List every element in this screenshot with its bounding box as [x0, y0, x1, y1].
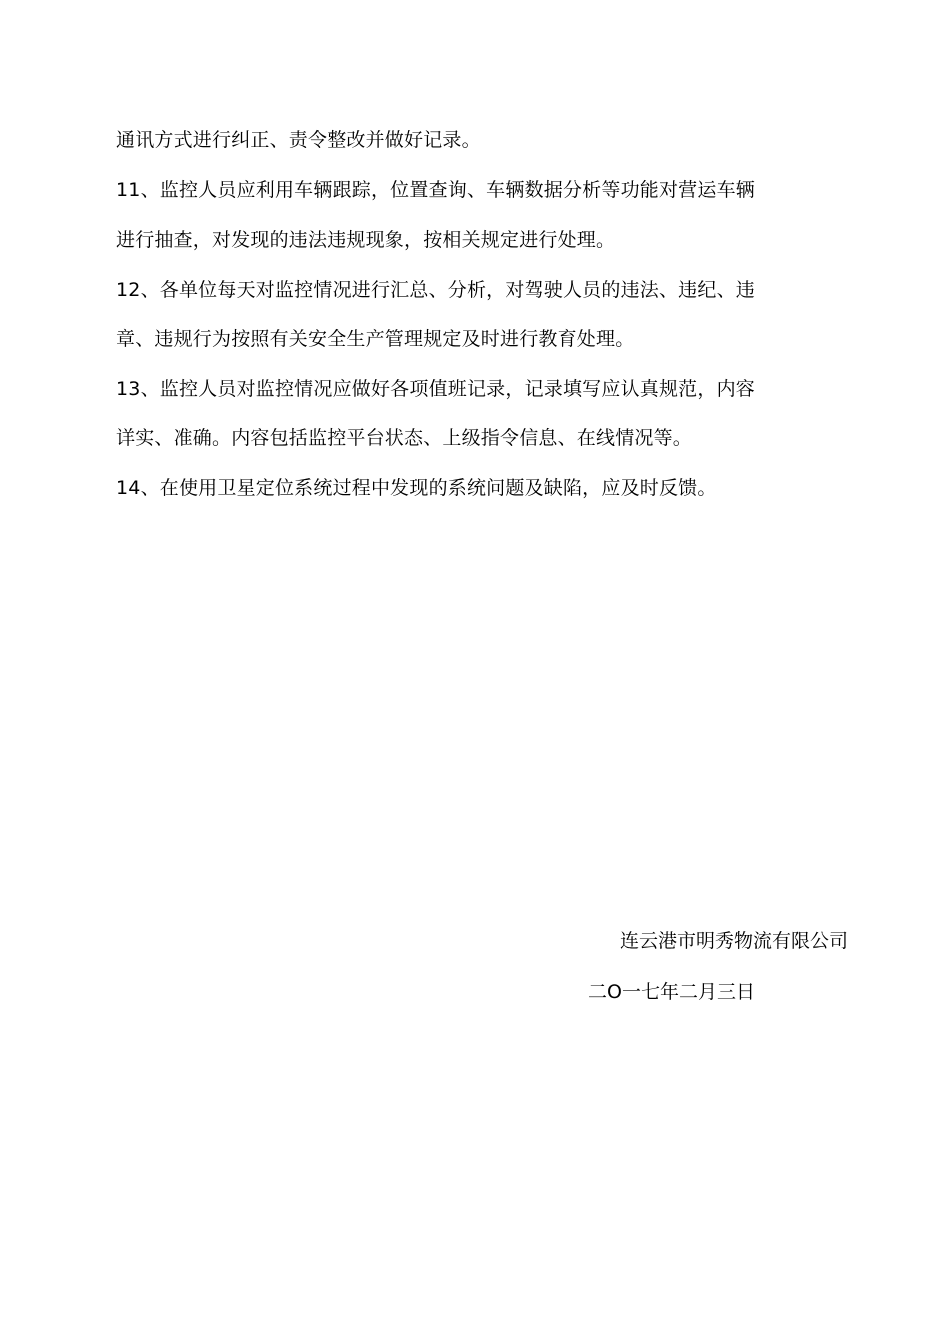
- text-line-6: 13、监控人员对监控情况应做好各项值班记录，记录填写应认真规范，内容: [116, 378, 755, 400]
- signature-company: 连云港市明秀物流有限公司: [620, 930, 849, 952]
- text-line-8: 14、在使用卫星定位系统过程中发现的系统问题及缺陷，应及时反馈。: [116, 477, 717, 499]
- signature-date: 二O一七年二月三日: [588, 981, 755, 1003]
- text-line-2: 11、监控人员应利用车辆跟踪，位置查询、车辆数据分析等功能对营运车辆: [116, 179, 755, 201]
- text-line-3: 进行抽查，对发现的违法违规现象，按相关规定进行处理。: [116, 229, 616, 251]
- text-line-5: 章、违规行为按照有关安全生产管理规定及时进行教育处理。: [116, 328, 635, 350]
- text-line-1: 通讯方式进行纠正、责令整改并做好记录。: [116, 129, 481, 151]
- text-line-7: 详实、准确。内容包括监控平台状态、上级指令信息、在线情况等。: [116, 427, 693, 449]
- text-line-4: 12、各单位每天对监控情况进行汇总、分析，对驾驶人员的违法、违纪、违: [116, 279, 755, 301]
